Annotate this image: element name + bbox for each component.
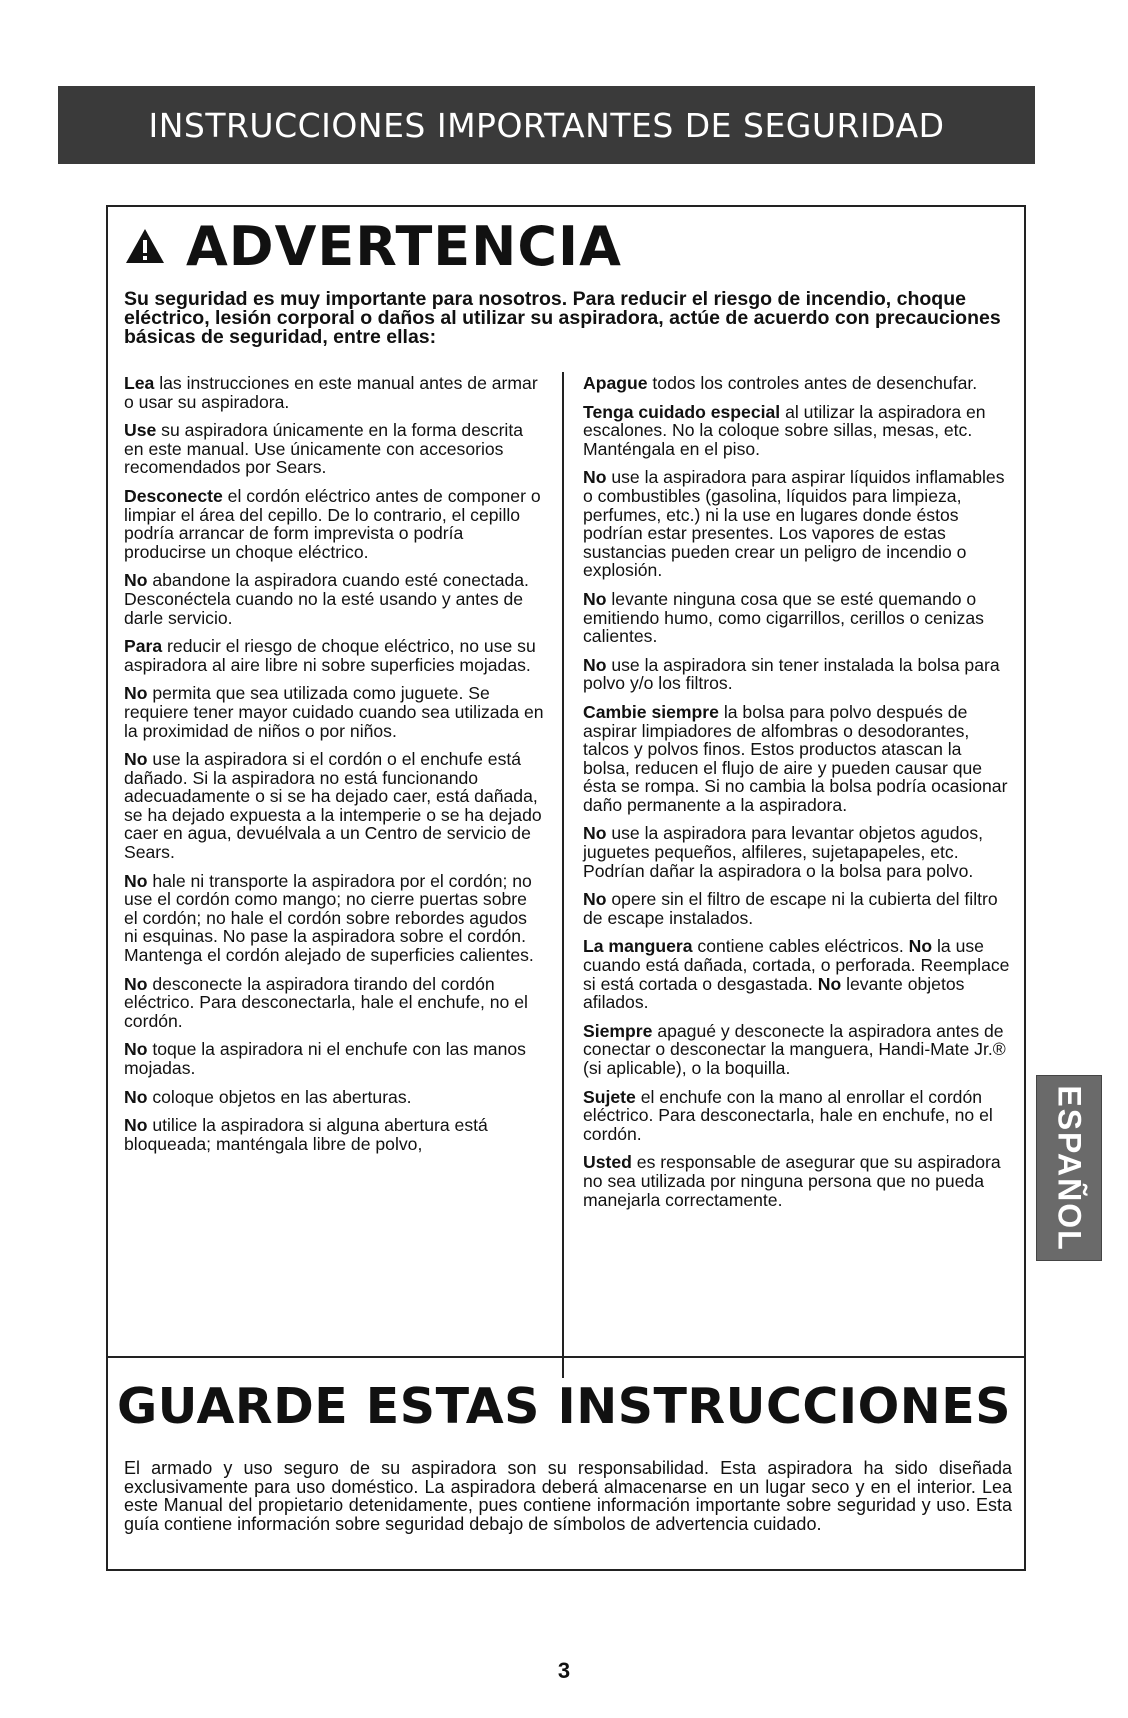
safety-item <box>583 468 1013 580</box>
safety-item <box>583 1022 1013 1078</box>
safety-item-lead: No <box>124 1115 148 1136</box>
safety-item <box>124 487 544 561</box>
safety-item-lead: No <box>908 936 933 957</box>
safety-item-lead: Use <box>124 420 157 441</box>
safety-item <box>124 975 544 1031</box>
warning-title: ADVERTENCIA <box>186 214 622 278</box>
safety-item-text: es responsable de asegurar que su aspiradora no sea utilizada por ninguna persona que no pueda manejarla correctamente. <box>583 1152 1001 1210</box>
safety-item-lead: Cambie siempre <box>583 701 719 722</box>
safety-item-text: desconecte la aspiradora tirando del cordón eléctrico. Para desconectarla, hale el enchufe, no el cordón. <box>124 973 528 1031</box>
safety-item <box>583 890 1013 927</box>
safety-item <box>124 374 544 411</box>
safety-item <box>583 403 1013 459</box>
safety-item-text: la bolsa para polvo después de aspirar limpiadores de alfombras o desodorantes, talcos y polvos finos. Estos productos atascan la bolsa, reducen el flujo de aire y pueden causar que ésta se rompa. Si no cambia la bolsa podría ocasionar daño permanente a la aspiradora. <box>583 701 1008 815</box>
safety-item-lead: Sujete <box>583 1086 636 1107</box>
frame-bottom-rule <box>106 1569 1026 1571</box>
safety-item-lead: No <box>583 654 607 675</box>
section-banner <box>58 86 1035 164</box>
left-column <box>124 374 544 1163</box>
safety-item-lead: Para <box>124 636 163 657</box>
column-divider <box>562 372 564 1378</box>
safety-item <box>583 937 1013 1011</box>
safety-item-lead: No <box>124 683 148 704</box>
safety-item-text: el enchufe con la mano al enrollar el cordón eléctrico. Para desconectarla, hale en enchufe, no el cordón. <box>583 1086 993 1144</box>
safety-item-lead: No <box>124 973 148 994</box>
warning-intro: Su seguridad es muy importante para nosotros. Para reducir el riesgo de incendio, choque eléctrico, lesión corporal o daños al utilizar su aspiradora, actúe de acuerdo con precauciones básicas de seguridad, entre ellas: <box>124 288 1001 348</box>
safety-item-text: el cordón eléctrico antes de componer o limpiar el área del cepillo. De lo contrario, el cepillo podría arrancar de form imprevista o podría producirse un choque eléctrico. <box>124 485 541 562</box>
safety-item <box>124 1040 544 1077</box>
safety-item <box>583 374 1013 393</box>
warning-heading <box>124 208 622 284</box>
safety-item-text: abandone la aspiradora cuando esté conectada. Desconéctela cuando no la esté usando y antes de darle servicio. <box>124 570 529 628</box>
safety-item-text: use la aspiradora sin tener instalada la bolsa para polvo y/o los filtros. <box>583 654 1000 694</box>
safety-item-lead: No <box>583 889 607 910</box>
safety-item <box>124 1088 544 1107</box>
safety-item <box>124 872 544 965</box>
safety-item-text: hale ni transporte la aspiradora por el cordón; no use el cordón como mango; no cierre puertas sobre el cordón; no hale el cordón sobre rebordes agudos ni esquinas. No pase la aspiradora sobre el cordón. Mantenga el cordón alejado de superficies calientes. <box>124 870 534 966</box>
safety-item <box>583 703 1013 815</box>
safety-item <box>124 684 544 740</box>
safety-item-lead: Lea <box>124 373 155 393</box>
safety-item <box>124 750 544 862</box>
safety-item <box>583 1088 1013 1144</box>
safety-item-text: al utilizar la aspiradora en escalones. No la coloque sobre sillas, mesas, etc. Manténgala en el piso. <box>583 401 986 459</box>
safety-item-lead: La manguera <box>583 936 693 957</box>
safety-item-text: use la aspiradora si el cordón o el enchufe está dañado. Si la aspiradora no está funcionando adecuadamente o si se ha dejado caer, está dañada, se ha dejado expuesta a la intemperie o se ha dejado caer en agua, devuélvala a un Centro de servicio de Sears. <box>124 749 542 863</box>
safety-item <box>124 571 544 627</box>
safety-item-text: use la aspiradora para aspirar líquidos inflamables o combustibles (gasolina, líquidos para limpieza, perfumes, etc.) ni la use en lugares donde éstos podrían estar presentes. Los vapores de estas sustancias pueden crear un peligro de incendio o explosión. <box>583 467 1005 581</box>
page-number: 3 <box>557 1658 571 1683</box>
right-column <box>583 374 1013 1219</box>
safety-item <box>124 637 544 674</box>
safety-item-text: todos los controles antes de desenchufar. <box>647 373 978 393</box>
safety-item-lead: No <box>124 749 148 770</box>
safety-item-text: contiene cables eléctricos. <box>692 936 909 957</box>
safety-item-lead: No <box>583 588 607 609</box>
safety-item-text: toque la aspiradora ni el enchufe con las manos mojadas. <box>124 1039 526 1078</box>
safety-item-lead: Desconecte <box>124 485 223 506</box>
safety-item-text: use la aspiradora para levantar objetos agudos, juguetes pequeños, alfileres, sujetapapeles, etc. Podrían dañar la aspiradora o la bolsa para polvo. <box>583 823 984 881</box>
safety-item-lead: Siempre <box>583 1020 653 1041</box>
banner-title: INSTRUCCIONES IMPORTANTES DE SEGURIDAD <box>148 105 945 145</box>
safety-item <box>583 656 1013 693</box>
safety-item-lead: No <box>124 870 148 891</box>
safety-item-lead: No <box>124 570 148 591</box>
safety-item <box>124 1116 544 1153</box>
safety-item-text: levante objetos afilados. <box>583 973 965 1013</box>
language-tab-label: ESPAÑOL <box>1051 1084 1088 1252</box>
safety-item-lead: No <box>124 1039 148 1060</box>
safety-item-text: las instrucciones en este manual antes de armar o usar su aspiradora. <box>124 373 538 412</box>
safety-item <box>583 824 1013 880</box>
safety-item-lead: No <box>124 1086 148 1107</box>
safety-item-lead: Usted <box>583 1152 632 1173</box>
safety-item-lead: No <box>817 973 842 994</box>
safety-item-lead: Tenga cuidado especial <box>583 401 781 422</box>
safety-item-text: la use cuando está dañada, cortada, o perforada. Reemplace si está cortada o desgastada. <box>583 936 1010 994</box>
safety-item-text: apagué y desconecte la aspiradora antes de conectar o desconectar la manguera, Handi-Mate Jr.® (si aplicable), o la boquilla. <box>583 1020 1006 1078</box>
safety-item-text: permita que sea utilizada como juguete. Se requiere tener mayor cuidado cuando sea utilizada en la proximidad de niños o por niños. <box>124 683 544 741</box>
safety-item <box>583 1153 1013 1209</box>
safety-item-text: opere sin el filtro de escape ni la cubierta del filtro de escape instalados. <box>583 889 998 928</box>
safety-item <box>583 590 1013 646</box>
safety-item-text: reducir el riesgo de choque eléctrico, no use su aspiradora al aire libre ni sobre superficies mojadas. <box>124 636 536 675</box>
safety-item-text: levante ninguna cosa que se esté quemando o emitiendo humo, como cigarrillos, cerillos o cenizas calientes. <box>583 588 984 647</box>
safety-item-text: coloque objetos en las aberturas. <box>147 1086 412 1107</box>
safety-item-lead: No <box>583 467 607 488</box>
safety-item <box>124 421 544 477</box>
language-tab <box>1036 1075 1102 1261</box>
save-instructions-title: GUARDE ESTAS INSTRUCCIONES <box>116 1378 1012 1435</box>
warning-triangle-icon <box>124 227 166 265</box>
safety-item-lead: No <box>583 823 607 844</box>
save-instructions-text: El armado y uso seguro de su aspiradora son su responsabilidad. Esta aspiradora ha sido diseñada exclusivamente para uso doméstico. La aspiradora deberá almacenarse en un lugar seco y en el interior. Lea este Manual del propietario detenidamente, pues contiene información importante sobre seguridad y uso. Esta guía contiene información sobre seguridad debajo de símbolos de advertencia cuidado. <box>124 1458 1012 1534</box>
safety-item-text: su aspiradora únicamente en la forma descrita en este manual. Use únicamente con accesorios recomendados por Sears. <box>124 420 524 478</box>
safety-item-lead: Apague <box>583 373 648 393</box>
safety-item-text: utilice la aspiradora si alguna abertura está bloqueada; manténgala libre de polvo, <box>124 1115 488 1154</box>
